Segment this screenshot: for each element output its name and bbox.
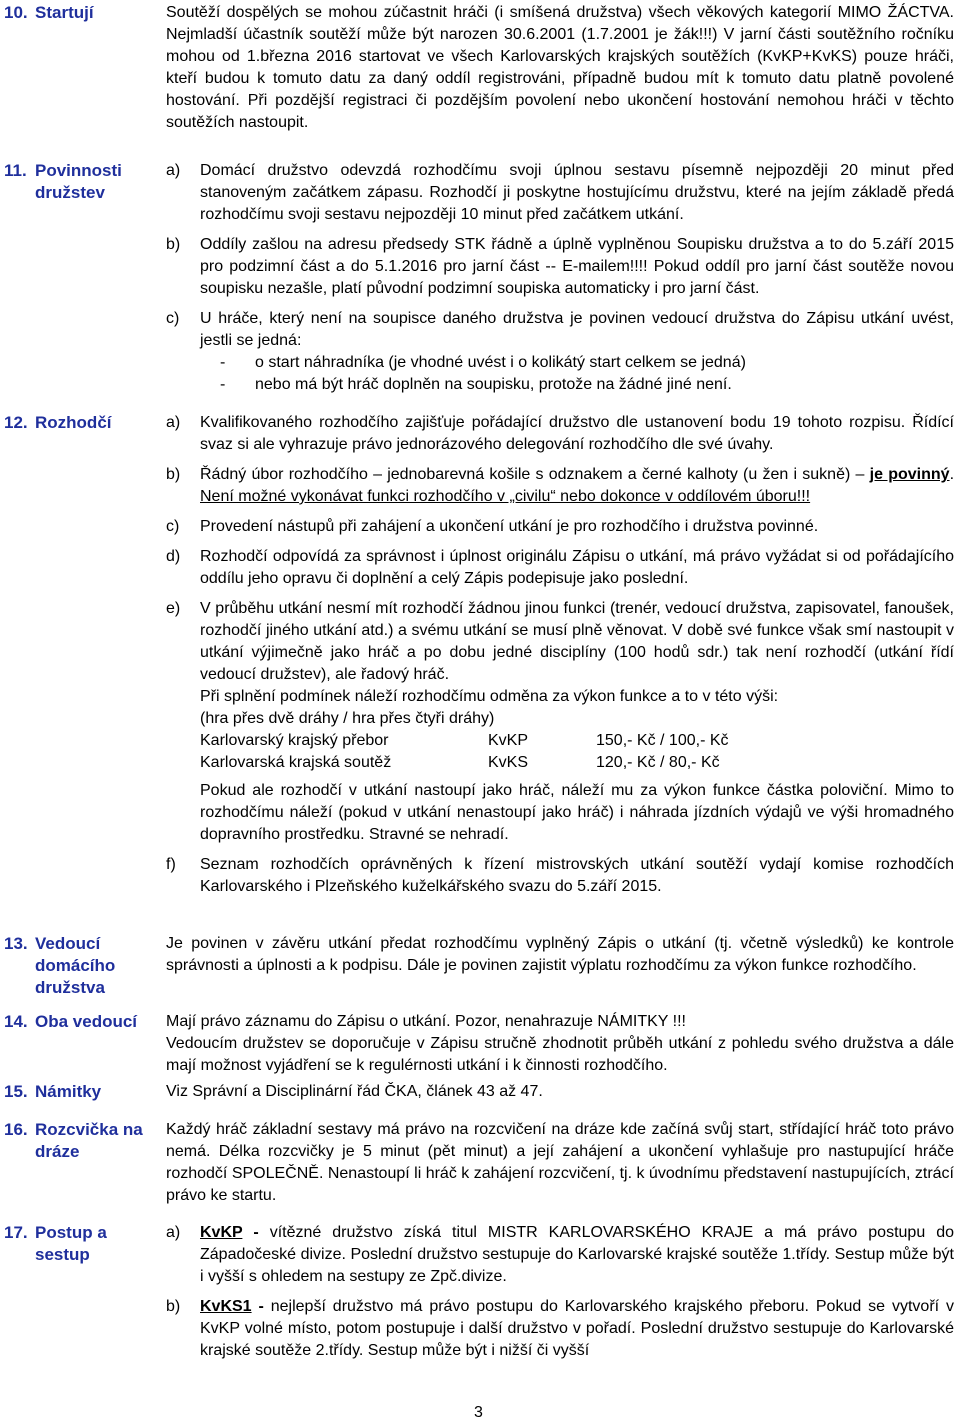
item-label: e): [166, 600, 181, 617]
list-item: [166, 234, 954, 300]
section-10-heading: [0, 2, 166, 24]
page-number: 3: [474, 1404, 483, 1421]
section-12: [0, 412, 960, 898]
table-cell: KvKS: [488, 754, 529, 771]
section-number: 10.: [4, 3, 28, 22]
item-text: [200, 1222, 954, 1288]
item-text: [200, 1296, 954, 1362]
item-text: [200, 464, 954, 508]
section-title-line1: Povinnosti: [35, 161, 122, 180]
league-text: vítězné družstvo získá titul MISTR KARLOVARSKÉHO KRAJE a má právo postupu do Západočeské divize. Poslední družstvo sestupuje do Karlovarské krajské soutěže 1.třídy. Sestup může být i vyšší s ohledem na sestupy ze Zpč.divize.: [200, 1224, 955, 1285]
item-text: Rozhodčí odpovídá za správnost i úplnost originálu Zápisu o utkání, má právo vyžádat si od pořádajícího oddílu jeho opravu či doplnění a celý Zápis podepisuje jako poslední.: [200, 548, 954, 587]
list-item: [166, 412, 954, 456]
uniform-text: Řádný úbor rozhodčího – jednobarevná košile s odznakem a černé kalhoty (u žen i sukně) –: [200, 466, 870, 483]
section-10-body: Soutěží dospělých se mohou zúčastnit hráči (i smíšená družstva) všech věkových kategorií MIMO ŽÁCTVA. Nejmladší účastník soutěží může být narozen 30.6.2001 (1.7.2001 je žák!!!) V jarní části soutěžního ročníku mohou od 1.března 2016 startovat ve všech Karlovarských krajských soutěžích (KvKP+KvKS) pouze hráči, kteří budou k tomuto datu za daný oddíl registrováni, případně budou mít k tomuto datu platně povolené hostování. Při pozdější registraci či pozdějším povolení nebo ukončení hostování nemohou hráči v těchto soutěžích nastoupit.: [166, 4, 954, 131]
list-item: [166, 1222, 954, 1288]
section-title-line1: Postup a: [35, 1223, 107, 1242]
section-16-body: Každý hráč základní sestavy má právo na rozcvičení na dráze kde začíná svůj start, střídající hráč toto právo nemá. Délka rozcvičky je 5 minut (pět minut) a její zahájení a ukončení vyhlašuje pro nastupující hráče rozhodčí SPOLEČNĚ. Nenastoupí li hráč k zahájení rozcvičení, tj. k úvodnímu představení nastupujících, ztrácí právo ke startu.: [166, 1121, 954, 1204]
item-label: c): [166, 518, 180, 535]
item-text: Pokud ale rozhodčí v utkání nastoupí jako hráč, náleží mu za výkon funkce částka poloviční. Mimo to rozhodčímu náleží (pokud v utkání nenastoupí jako hráč) i náhrada jízdních výdajů ve výši hromadného dopravního prostředku. Stravné se nehradí.: [200, 782, 954, 843]
item-label: a): [166, 414, 181, 431]
table-cell: 120,- Kč / 80,- Kč: [596, 754, 720, 771]
mandatory-text: je povinný: [869, 466, 950, 483]
league-dash: -: [251, 1298, 271, 1315]
list-item: [166, 160, 954, 226]
dash-marker: -: [220, 354, 226, 371]
list-item: [166, 516, 954, 538]
table-cell: KvKP: [488, 732, 529, 749]
item-label: b): [166, 236, 181, 253]
section-title: Námitky: [35, 1082, 102, 1101]
section-15-body: Viz Správní a Disciplinární řád ČKA, článek 43 až 47.: [166, 1083, 543, 1100]
section-title: Startují: [35, 3, 94, 22]
section-title-line1: Rozcvička na: [35, 1120, 143, 1139]
section-10: [0, 2, 960, 134]
section-15-heading: [0, 1081, 166, 1103]
section-title-line1: Vedoucí: [35, 934, 101, 953]
section-title: Oba vedoucí: [35, 1012, 138, 1031]
section-title: Rozhodčí: [35, 413, 112, 432]
section-title-line2: domácího: [35, 956, 116, 975]
section-16: [0, 1119, 960, 1207]
section-12-heading: [0, 412, 166, 434]
item-text: Oddíly zašlou na adresu předsedy STK řádně a úplně vyplněnou Soupisku družstva a to do 5.září 2015 pro podzimní část a do 5.1.2016 pro jarní část -- E-mailem!!!! Pokud oddíl pro jarní část soutěže novou soupisku nezašle, platí původní podzimní soupiska automaticky i pro jarní část.: [200, 236, 954, 297]
item-label: c): [166, 310, 180, 327]
list-item: [166, 1296, 954, 1362]
item-text: Provedení nástupů při zahájení a ukončení utkání je pro rozhodčího i družstva povinné.: [200, 518, 819, 535]
table-row: [200, 752, 756, 774]
list-item: [166, 598, 954, 846]
section-13: [0, 933, 960, 999]
section-11: [0, 160, 960, 396]
section-14-line1: Mají právo záznamu do Zápisu o utkání. Pozor, nenahrazuje NÁMITKY !!!: [166, 1013, 686, 1030]
section-16-heading: [0, 1119, 166, 1163]
item-label: b): [166, 1298, 181, 1315]
section-14: [0, 1011, 960, 1077]
list-item: [166, 854, 954, 898]
section-number: 14.: [4, 1012, 28, 1031]
section-17: [0, 1222, 960, 1362]
section-title-line3: družstva: [35, 978, 105, 997]
item-label: f): [166, 856, 176, 873]
dash-item: [200, 374, 954, 396]
section-number: 17.: [4, 1223, 28, 1242]
section-17-heading: [0, 1222, 166, 1266]
dash-marker: -: [220, 376, 226, 393]
dash-text: o start náhradníka (je vhodné uvést i o kolikátý start celkem se jedná): [255, 354, 746, 371]
item-text: (hra přes dvě dráhy / hra přes čtyři dráhy): [200, 710, 495, 727]
dash-text: nebo má být hráč doplněn na soupisku, protože na žádné jiné není.: [255, 376, 732, 393]
item-text: Domácí družstvo odevzdá rozhodčímu svoji úplnou sestavu písemně nejpozději 20 minut před stanoveným začátkem zápasu. Rozhodčí ji poskytne hostujícímu družstvu, které na jejím základě předá rozhodčímu svoji sestavu nejpozději 10 minut před začátkem utkání.: [200, 162, 954, 223]
item-text: Seznam rozhodčích oprávněných k řízení mistrovských utkání soutěží vydají komise rozhodčích Karlovarského i Plzeňského kuželkářského svazu do 5.září 2015.: [200, 856, 954, 895]
section-15: [0, 1081, 960, 1103]
table-cell: Karlovarský krajský přebor: [200, 732, 389, 749]
list-item: [166, 546, 954, 590]
section-title-line2: dráze: [35, 1142, 80, 1161]
dash-item: [200, 352, 954, 374]
section-number: 16.: [4, 1120, 28, 1139]
section-title-line2: sestup: [35, 1245, 90, 1264]
item-label: b): [166, 466, 181, 483]
item-text: Kvalifikovaného rozhodčího zajišťuje pořádající družstvo dle ustanovení bodu 19 tohoto rozpisu. Řídící svaz si ale vyhrazuje právo jednorázového delegování rozhodčího dle své úvahy.: [200, 414, 954, 453]
section-number: 15.: [4, 1082, 28, 1101]
item-label: a): [166, 1224, 181, 1241]
item-label: d): [166, 548, 181, 565]
section-number: 13.: [4, 934, 28, 953]
item-label: a): [166, 162, 181, 179]
item-text: V průběhu utkání nesmí mít rozhodčí žádnou jinou funkci (trenér, vedoucí družstva, zapisovatel, fanoušek, rozhodčí jiného utkání atd.) a svému utkání se musí plně věnovat. V době své funkce však smí nastoupit v utkání výjimečně jako hráč a po dobu jedné disciplíny (100 hodů sdr.) tak není rozhodčí (utkání řídí vedoucí družstev), ale řadový hráč.: [200, 600, 954, 683]
league-key: KvKS1: [200, 1298, 252, 1315]
civil-warning-text: Není možné vykonávat funkci rozhodčího v „civilu“ nebo dokonce v oddílovém úboru!!!: [200, 488, 811, 505]
referee-fee-table: [200, 730, 756, 774]
table-row: [200, 730, 756, 752]
section-13-heading: [0, 933, 166, 999]
table-cell: Karlovarská krajská soutěž: [200, 754, 392, 771]
section-13-body: Je povinen v závěru utkání předat rozhodčímu vyplněný Zápis o utkání (tj. včetně výsledků) ke kontrole správnosti a úplnosti a k podpisu. Dále je povinen zajistit výplatu rozhodčímu za výkon funkce rozhodčího.: [166, 935, 954, 974]
item-text: U hráče, který není na soupisce daného družstva je povinen vedoucí družstva do Zápisu utkání uvést, jestli se jedná:: [200, 310, 954, 349]
item-text: Při splnění podmínek náleží rozhodčímu odměna za výkon funkce a to v této výši:: [200, 688, 779, 705]
list-item: [166, 308, 954, 396]
separator-text: .: [949, 466, 955, 483]
league-key: KvKP: [200, 1224, 243, 1241]
section-11-heading: [0, 160, 166, 204]
section-title-line2: družstev: [35, 183, 105, 202]
section-number: 11.: [4, 161, 27, 180]
section-14-heading: [0, 1011, 166, 1033]
league-dash: -: [242, 1224, 270, 1241]
section-number: 12.: [4, 413, 28, 432]
list-item: [166, 464, 954, 508]
league-text: nejlepší družstvo má právo postupu do Karlovarského krajského přeboru. Pokud se vytvoří v KvKP volné místo, potom postupuje i další družstvo v pořadí. Poslední družstvo sestupuje do Karlovarské krajské soutěže 2.třídy. Sestup může být i nižší či vyšší: [200, 1298, 955, 1359]
section-14-line2: Vedoucím družstev se doporučuje v Zápisu stručně zhodnotit průběh utkání z pohledu svého družstva a dále mají možnost vyjádření se k regulérnosti utkání i k činnosti rozhodčího.: [166, 1035, 954, 1074]
table-cell: 150,- Kč / 100,- Kč: [596, 732, 729, 749]
